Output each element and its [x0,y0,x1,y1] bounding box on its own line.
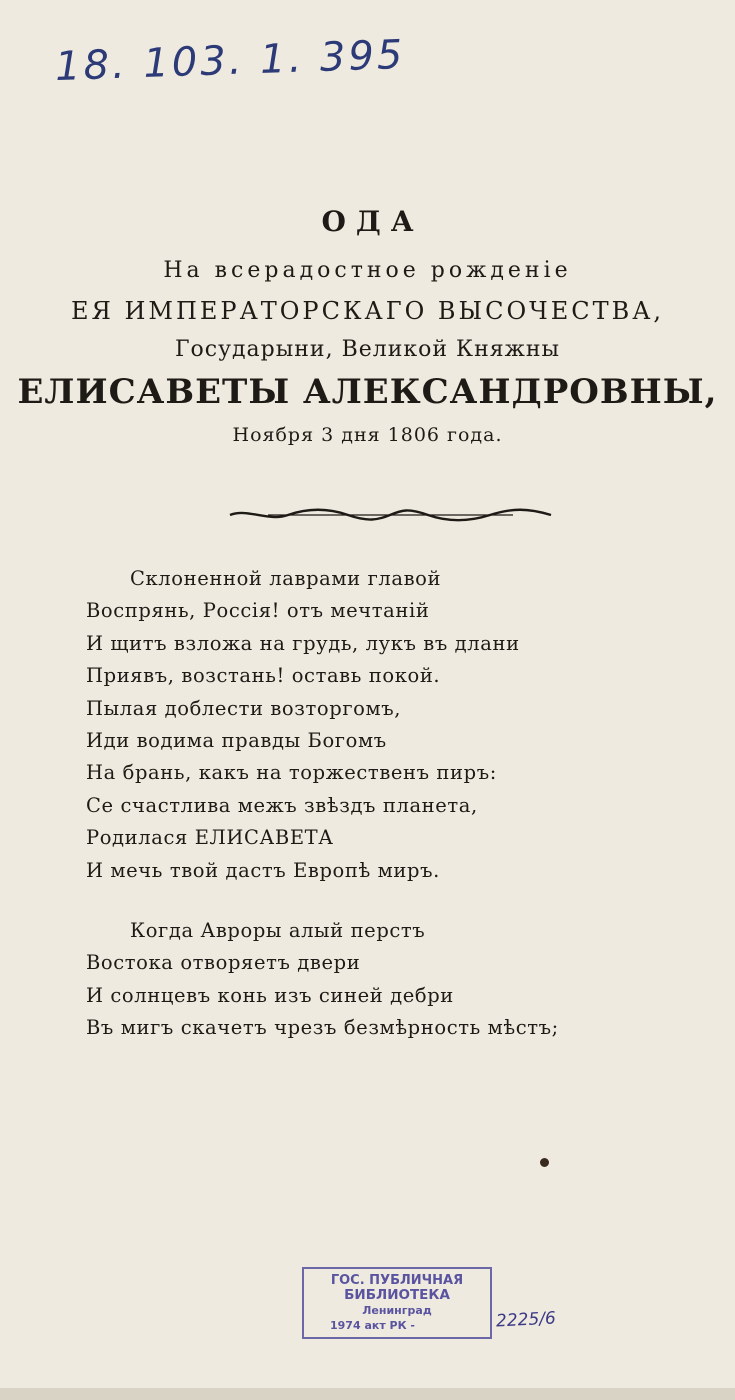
verse-line: И мечь твой дастъ Европѣ миръ. [86,858,440,882]
title-line: Государыни, Великой Княжны [174,337,561,362]
verse-line: Воспрянь, Россія! отъ мечтаній [86,599,430,623]
verse-line: Се счастлива межъ звѣздъ планета, [86,793,478,817]
stamp-line-4: 1974 акт РК - [330,1319,415,1332]
title-oda: ОДА [321,205,424,238]
ink-speck [540,1158,549,1167]
handwritten-shelfmark: 18. 103. 1. 395 [54,31,407,91]
verse-line: Родилася ЕЛИСАВЕТА [86,826,334,850]
stamp-line-2: БИБЛИОТЕКА [344,1287,450,1303]
verse-line: Пылая доблести возторгомъ, [86,696,402,720]
verse-line: И солнцевъ конь изъ синей дебри [86,983,454,1007]
title-block [0,205,735,446]
ornamental-rule-icon [228,504,553,526]
verse-line: Склоненной лаврами главой [130,567,442,590]
title-date: Ноября 3 дня 1806 года. [232,424,503,446]
stanza-1 [86,563,520,887]
stamp-line-3: Ленинград [362,1304,432,1317]
library-stamp [302,1267,492,1339]
page-edge [0,1388,735,1400]
stamp-handwritten-number: 2225/6 [495,1308,557,1332]
verse-line: И щитъ взложа на грудь, лукъ въ длани [86,631,520,655]
verse-line: Приявъ, возстань! оставь покой. [86,664,441,688]
verse-line: Иди водима правды Богомъ [86,729,387,753]
title-occasion: На всерадостное рожденіе [163,258,572,283]
verse-line: На брань, какъ на торжественъ пиръ: [86,761,497,785]
title-name: ЕЛИСАВЕТЫ АЛЕКСАНДРОВНЫ, [17,372,718,412]
verse-line: Въ мигъ скачетъ чрезъ безмѣрность мѣстъ; [86,1016,559,1040]
verse-line: Востока отворяетъ двери [86,951,361,975]
stanza-2 [86,915,559,1045]
title-highness: ЕЯ ИМПЕРАТОРСКАГО ВЫСОЧЕСТВА, [70,297,665,325]
stamp-line-1: ГОС. ПУБЛИЧНАЯ [330,1273,464,1288]
verse-line: Когда Авроры алый перстъ [130,919,426,942]
